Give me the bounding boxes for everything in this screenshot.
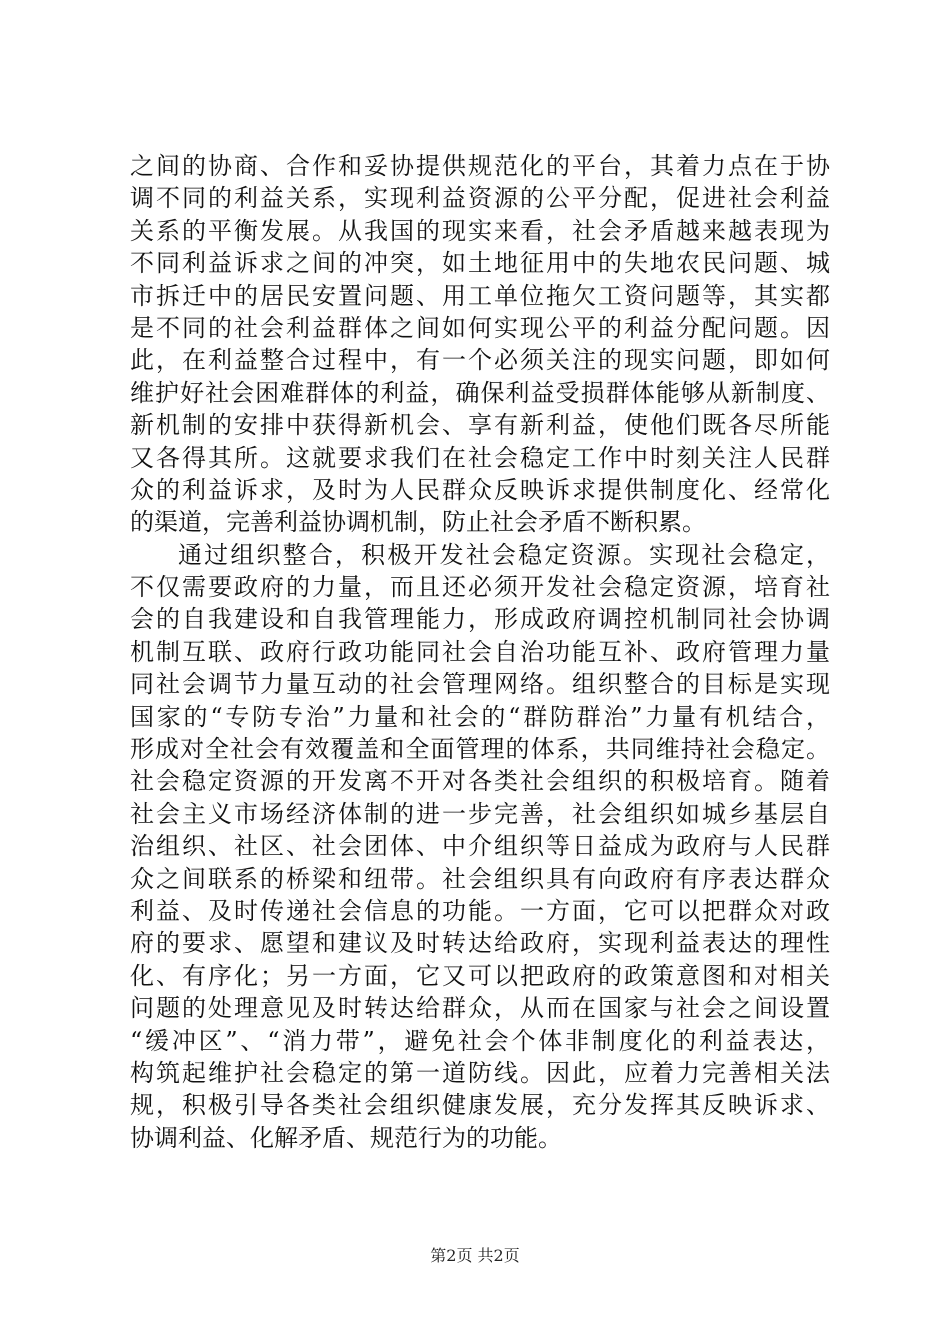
text-line: 国家的“专防专治”力量和社会的“群防群治”力量有机结合， [130, 702, 830, 731]
text-line: 通过组织整合，积极开发社会稳定资源。实现社会稳定， [178, 540, 830, 569]
text-line: 众的利益诉求，及时为人民群众反映诉求提供制度化、经常化 [130, 475, 830, 504]
text-line: 的渠道，完善利益协调机制，防止社会矛盾不断积累。 [130, 508, 706, 537]
text-line: 维护好社会困难群体的利益，确保利益受损群体能够从新制度、 [130, 378, 830, 407]
text-line: 协调利益、化解矛盾、规范行为的功能。 [130, 1123, 562, 1152]
text-line: 社会主义市场经济体制的进一步完善，社会组织如城乡基层自 [130, 799, 830, 828]
text-line: 不同利益诉求之间的冲突，如土地征用中的失地农民问题、城 [130, 249, 830, 278]
text-line: 不仅需要政府的力量，而且还必须开发社会稳定资源，培育社 [130, 573, 830, 602]
text-line: 调不同的利益关系，实现利益资源的公平分配，促进社会利益 [130, 184, 830, 213]
text-line: 关系的平衡发展。从我国的现实来看，社会矛盾越来越表现为 [130, 216, 830, 245]
text-line: 规，积极引导各类社会组织健康发展，充分发挥其反映诉求、 [130, 1091, 830, 1120]
text-line: 化、有序化；另一方面，它又可以把政府的政策意图和对相关 [130, 961, 830, 990]
text-line: 社会稳定资源的开发离不开对各类社会组织的积极培育。随着 [130, 767, 830, 796]
text-line: 治组织、社区、社会团体、中介组织等日益成为政府与人民群 [130, 832, 830, 861]
text-line: 众之间联系的桥梁和纽带。社会组织具有向政府有序表达群众 [130, 864, 830, 893]
text-line: 市拆迁中的居民安置问题、用工单位拖欠工资问题等，其实都 [130, 281, 830, 310]
text-line: 构筑起维护社会稳定的第一道防线。因此，应着力完善相关法 [130, 1058, 830, 1087]
text-line: 又各得其所。这就要求我们在社会稳定工作中时刻关注人民群 [130, 443, 830, 472]
text-line: 问题的处理意见及时转达给群众，从而在国家与社会之间设置 [130, 994, 830, 1023]
text-line: 是不同的社会利益群体之间如何实现公平的利益分配问题。因 [130, 313, 830, 342]
text-line: 机制互联、政府行政功能同社会自治功能互补、政府管理力量 [130, 637, 830, 666]
text-line: 会的自我建设和自我管理能力，形成政府调控机制同社会协调 [130, 605, 830, 634]
text-line: 此，在利益整合过程中，有一个必须关注的现实问题，即如何 [130, 346, 830, 375]
text-line: 之间的协商、合作和妥协提供规范化的平台，其着力点在于协 [130, 152, 830, 180]
text-line: 新机制的安排中获得新机会、享有新利益，使他们既各尽所能 [130, 411, 830, 440]
text-line: 同社会调节力量互动的社会管理网络。组织整合的目标是实现 [130, 670, 830, 699]
document-body [130, 150, 830, 1154]
text-line: 形成对全社会有效覆盖和全面管理的体系，共同维持社会稳定。 [130, 735, 830, 764]
paragraph-2 [130, 539, 830, 1154]
text-line: “缓冲区”、“消力带”，避免社会个体非制度化的利益表达， [130, 1026, 830, 1055]
text-line: 府的要求、愿望和建议及时转达给政府，实现利益表达的理性 [130, 929, 830, 958]
text-line: 利益、及时传递社会信息的功能。一方面，它可以把群众对政 [130, 896, 830, 925]
paragraph-1 [130, 150, 830, 539]
page-footer: 第2页 共2页 [430, 1246, 520, 1265]
